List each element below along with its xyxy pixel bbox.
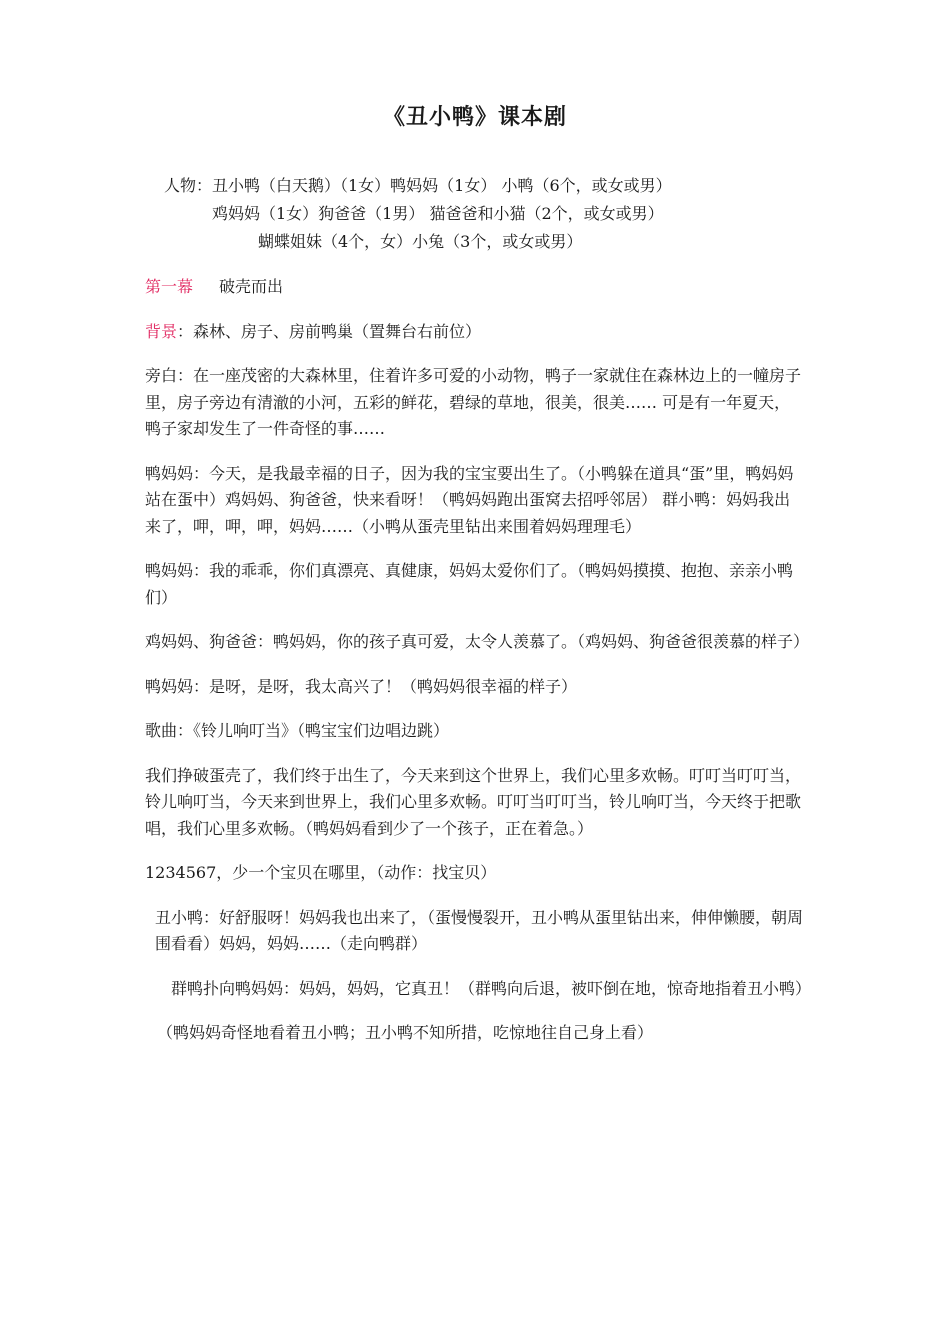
cast-line-1: 人物：丑小鸭（白天鹅）（1女）鸭妈妈（1女） 小鸭（6个，或女或男） [164,176,672,195]
song-lyrics: 我们挣破蛋壳了，我们终于出生了，今天来到这个世界上，我们心里多欢畅。叮叮当叮叮当，铃儿响叮当，今天来到世界上，我们心里多欢畅。叮叮当叮叮当，铃儿响叮当，今天终于把歌唱，我们心里多欢畅。（鸭妈妈看到少了一个孩子，正在着急。） [145,765,802,838]
dialogue-paragraph: 鸭妈妈：我的乖乖，你们真漂亮、真健康，妈妈太爱你们了。（鸭妈妈摸摸、抱抱、亲亲小鸭们） [145,561,794,607]
dialogue-paragraph: 群鸭扑向鸭妈妈：妈妈，妈妈，它真丑！（群鸭向后退，被吓倒在地，惊奇地指着丑小鸭） [171,978,812,998]
act-heading [145,274,805,301]
background-line [145,319,805,346]
dialogue-paragraph: 丑小鸭：好舒服呀！妈妈我也出来了，（蛋慢慢裂开，丑小鸭从蛋里钻出来，伸伸懒腰，朝周围看看）妈妈，妈妈……（走向鸭群） [155,907,804,953]
counting-line: 1234567，少一个宝贝在哪里，（动作：找宝贝） [145,863,497,882]
narration-paragraph: 旁白：在一座茂密的大森林里，住着许多可爱的小动物，鸭子一家就住在森林边上的一幢房子里，房子旁边有清澈的小河，五彩的鲜花，碧绿的草地，很美，很美…… 可是有一年夏天，鸭子家却发生了一件奇怪的事…… [145,366,802,438]
background-label: 背景 [145,321,178,341]
stage-direction: （鸭妈妈奇怪地看着丑小鸭；丑小鸭不知所措，吃惊地往自己身上看） [157,1023,654,1042]
act-name: 破壳而出 [219,277,284,296]
cast-line-2: 鸡妈妈（1女）狗爸爸（1男） 猫爸爸和小猫（2个，或女或男） [212,204,664,223]
dialogue-paragraph: 鸡妈妈、狗爸爸：鸭妈妈，你的孩子真可爱，太令人羡慕了。（鸡妈妈、狗爸爸很羡慕的样子） [145,632,810,651]
cast-list [0,172,950,256]
act-label: 第一幕 [145,277,194,296]
document-title: 《丑小鸭》课本剧 [382,105,567,130]
dialogue-paragraph: 鸭妈妈：是呀，是呀，我太高兴了！（鸭妈妈很幸福的样子） [145,676,578,696]
dialogue-paragraph: 鸭妈妈：今天，是我最幸福的日子，因为我的宝宝要出生了。（小鸭躲在道具“蛋”里，鸭妈妈站在蛋中）鸡妈妈、狗爸爸，快来看呀！（鸭妈妈跑出蛋窝去招呼邻居） 群小鸭：妈妈我出来了，呷，呷，呷，妈妈……（小鸭从蛋壳里钻出来围着妈妈理理毛） [145,463,794,536]
background-text: ：森林、房子、房前鸭巢（置舞台右前位） [177,321,482,341]
cast-line-3: 蝴蝶姐妹（4个，女）小兔（3个，或女或男） [258,232,583,251]
song-title: 歌曲：《铃儿响叮当》（鸭宝宝们边唱边跳） [145,721,450,740]
script-body [145,274,812,1065]
